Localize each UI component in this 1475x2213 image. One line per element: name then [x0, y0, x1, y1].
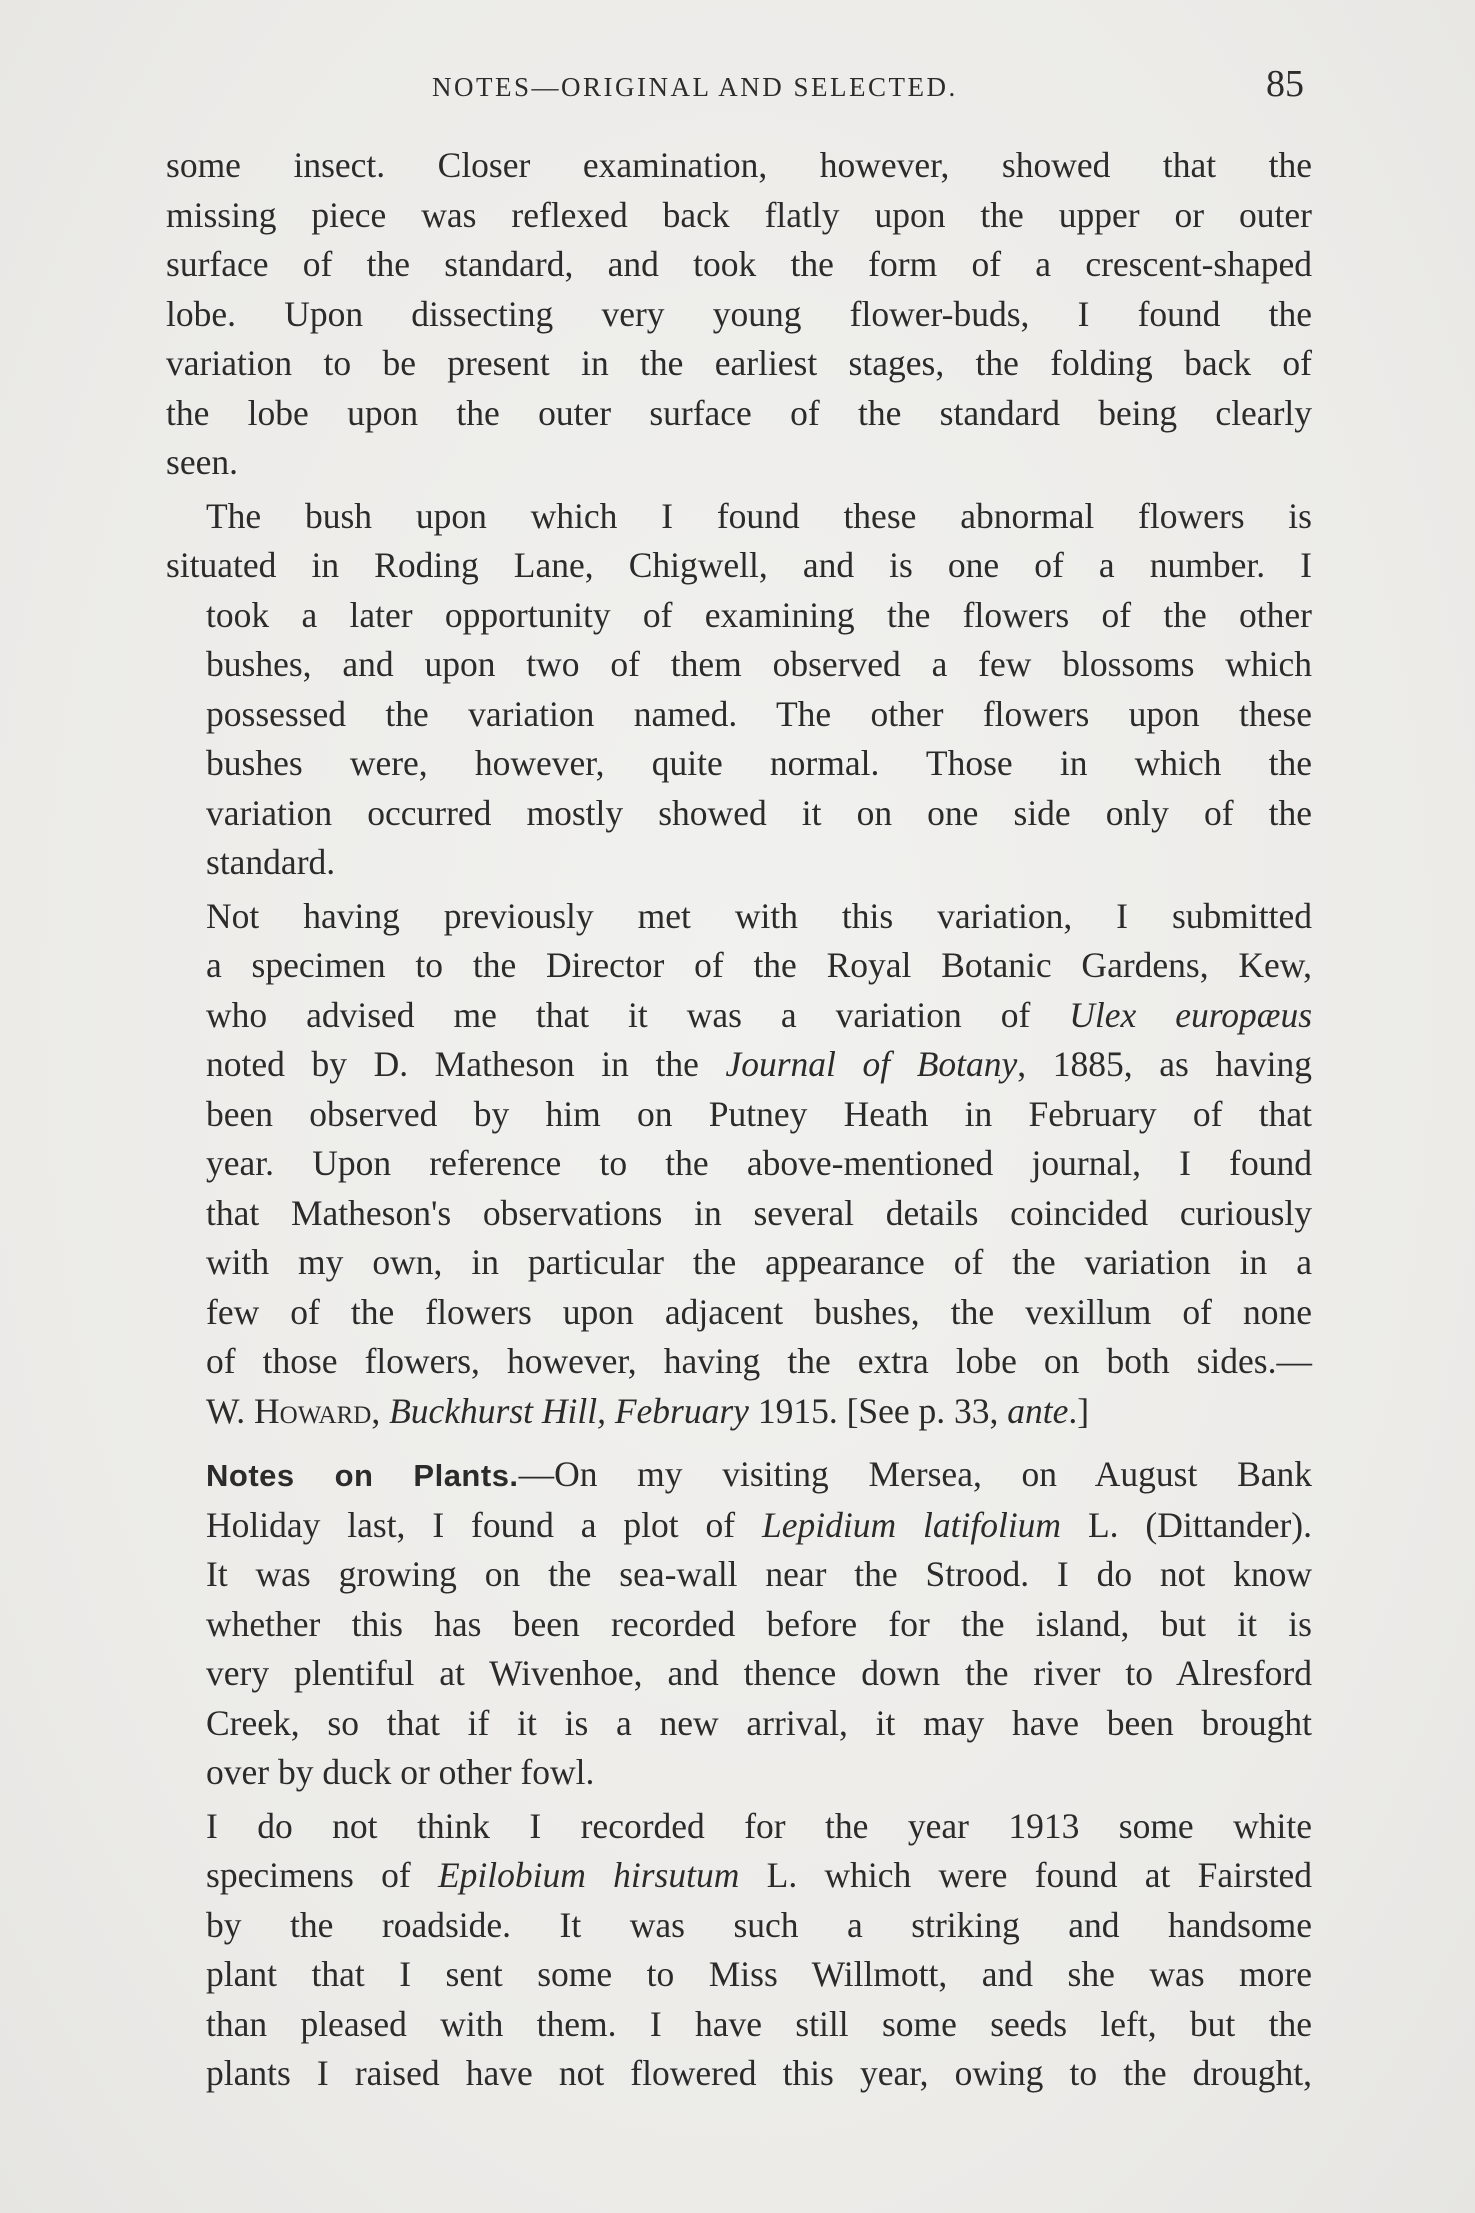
species-name: Lepidium latifolium [762, 1504, 1062, 1545]
paragraph-continued [166, 141, 1312, 488]
text-fragment: L. which were found at Fairsted [739, 1855, 1313, 1895]
ante-ref: ante [1007, 1390, 1069, 1431]
text-line: been observed by him on Putney Heath in February of that [206, 1093, 1312, 1134]
page-number: 85 [1266, 63, 1304, 105]
text-line: It was growing on the sea-wall near the Strood. I do not know [206, 1554, 1312, 1594]
paragraph-bush [166, 492, 1312, 888]
text-fragment: who advised me that it was a variation of [206, 994, 1070, 1035]
place-date: Buckhurst Hill, February [389, 1390, 749, 1431]
text-line: the lobe upon the outer surface of the standard being clearly [166, 392, 1312, 433]
text-fragment: Holiday last, I found a plot of [206, 1504, 762, 1545]
running-title: NOTES—ORIGINAL AND SELECTED. [432, 72, 958, 102]
text-line: plant that I sent some to Miss Willmott, and she was more [206, 1954, 1312, 1994]
text-line [166, 1501, 1312, 1551]
species-name: Ulex europæus [1069, 994, 1313, 1035]
text-fragment: L. (Dittander). [1061, 1504, 1313, 1545]
text-line: than pleased with them. I have still some seeds left, but the [206, 2003, 1312, 2044]
text-fragment: .] [1068, 1390, 1090, 1431]
text-fragment: noted by D. Matheson in the [206, 1044, 726, 1084]
text-line: a specimen to the Director of the Royal Botanic Gardens, Kew, [206, 945, 1312, 985]
text-line [166, 1040, 1312, 1090]
text-line: I do not think I recorded for the year 1913 some white [206, 1805, 1312, 1846]
text-line: missing piece was reflexed back flatly upon the upper or outer [166, 194, 1312, 235]
body-text [166, 141, 1312, 2099]
text-fragment: 1915. [See p. 33, [748, 1390, 1008, 1431]
text-fragment: , 1885, as having [1017, 1044, 1312, 1084]
text-line [166, 991, 1312, 1041]
text-line: over by duck or other fowl. [206, 1752, 595, 1792]
text-line: variation occurred mostly showed it on one side only of the [206, 792, 1312, 833]
running-head [0, 62, 1475, 112]
text-line: possessed the variation named. The other flowers upon these [206, 693, 1312, 734]
text-line: The bush upon which I found these abnormal flowers is [206, 495, 1312, 536]
text-line: situated in Roding Lane, Chigwell, and is one of a number. I [166, 545, 1312, 585]
text-line: of those flowers, however, having the extra lobe on both sides.— [206, 1341, 1312, 1381]
species-name: Epilobium hirsutum [437, 1855, 740, 1895]
text-line: very plentiful at Wivenhoe, and thence down the river to Alresford [206, 1653, 1312, 1693]
text-line: some insect. Closer examination, however, showed that the [166, 145, 1312, 185]
section-heading: Notes on Plants. [206, 1458, 519, 1493]
text-fragment: —On my visiting Mersea, on August Bank [518, 1454, 1313, 1494]
text-line: took a later opportunity of examining the flowers of the other [206, 594, 1312, 635]
paragraph-notes-on-plants [166, 1450, 1312, 1798]
text-line: plants I raised have not flowered this year, owing to the drought, [206, 2053, 1312, 2093]
text-line: Not having previously met with this variation, I submitted [206, 895, 1312, 936]
text-line: standard. [206, 842, 336, 882]
text-line: bushes, and upon two of them observed a few blossoms which [206, 644, 1312, 684]
text-line: that Matheson's observations in several details coincided curiously [206, 1192, 1312, 1233]
author-name: W. Howard [206, 1390, 372, 1431]
text-line: Creek, so that if it is a new arrival, it may have been brought [206, 1702, 1312, 1743]
signature-line [166, 1387, 1312, 1437]
text-line [166, 1851, 1312, 1901]
text-fragment: specimens of [206, 1855, 438, 1895]
text-fragment: , [371, 1390, 390, 1431]
text-line: surface of the standard, and took the form of a crescent-shaped [166, 244, 1312, 284]
text-line [166, 1450, 1312, 1501]
text-line: with my own, in particular the appearance of the variation in a [206, 1242, 1312, 1282]
text-line: seen. [166, 442, 238, 482]
text-line: year. Upon reference to the above-mentioned journal, I found [206, 1143, 1312, 1183]
text-line: few of the flowers upon adjacent bushes, the vexillum of none [206, 1291, 1312, 1332]
paragraph-epilobium [166, 1802, 1312, 2099]
text-line: variation to be present in the earliest stages, the folding back of [166, 343, 1312, 383]
text-line: whether this has been recorded before for the island, but it is [206, 1603, 1312, 1644]
paragraph-variation [166, 892, 1312, 1437]
text-line: lobe. Upon dissecting very young flower-buds, I found the [166, 293, 1312, 334]
text-line: bushes were, however, quite normal. Those in which the [206, 743, 1312, 783]
text-line: by the roadside. It was such a striking and handsome [206, 1904, 1312, 1945]
journal-title: Journal of Botany [725, 1044, 1018, 1084]
